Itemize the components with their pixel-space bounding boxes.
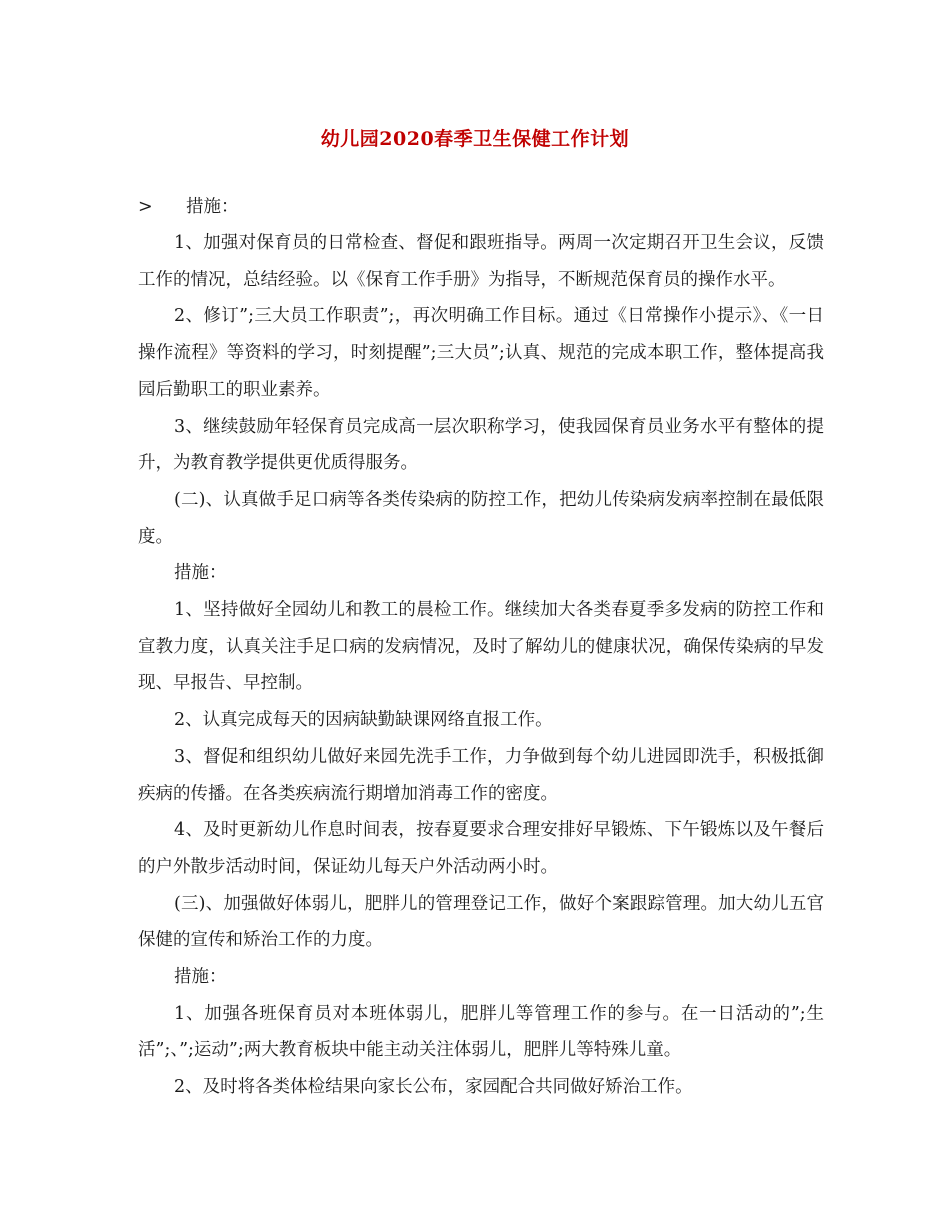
section-heading: (二)、认真做手足口病等各类传染病的防控工作，把幼儿传染病发病率控制在最低限度。 <box>138 489 824 547</box>
paragraph: 3、继续鼓励年轻保育员完成高一层次职称学习，使我园保育员业务水平有整体的提升，为教育教学提供更优质得服务。 <box>138 416 824 474</box>
paragraph: 1、加强对保育员的日常检查、督促和跟班指导。两周一次定期召开卫生会议，反馈工作的情况，总结经验。以《保育工作手册》为指导，不断规范保育员的操作水平。 <box>138 233 824 290</box>
paragraph: 1、加强各班保育员对本班体弱儿，肥胖儿等管理工作的参与。在一日活动的”;生活”;、”;运动”;两大教育板块中能主动关注体弱儿，肥胖儿等特殊儿童。 <box>138 1003 824 1061</box>
measures-heading <box>138 193 239 221</box>
paragraph: 4、及时更新幼儿作息时间表，按春夏要求合理安排好早锻炼、下午锻炼以及午餐后的户外散步活动时间，保证幼儿每天户外活动两小时。 <box>138 820 824 877</box>
paragraph: 3、督促和组织幼儿做好来园先洗手工作，力争做到每个幼儿进园即洗手，积极抵御疾病的传播。在各类疾病流行期增加消毒工作的密度。 <box>138 746 824 804</box>
section-heading: (三)、加强做好体弱儿，肥胖儿的管理登记工作，做好个案跟踪管理。加大幼儿五官保健的宣传和矫治工作的力度。 <box>138 893 824 951</box>
document-body <box>138 225 824 1106</box>
measures-label: 措施： <box>174 967 227 988</box>
arrow-bullet-icon: > <box>138 197 153 217</box>
measures-label: 措施： <box>174 563 227 584</box>
paragraph: 1、坚持做好全园幼儿和教工的晨检工作。继续加大各类春夏季多发病的防控工作和宣教力度，认真关注手足口病的发病情况，及时了解幼儿的健康状况，确保传染病的早发现、早报告、早控制。 <box>138 600 824 694</box>
document-title: 幼儿园2020春季卫生保健工作计划 <box>320 128 630 150</box>
paragraph: 2、修订”;三大员工作职责”;，再次明确工作目标。通过《日常操作小提示》、《一日操作流程》等资料的学习，时刻提醒”;三大员”;认真、规范的完成本职工作，整体提高我园后勤职工的职业素养。 <box>138 306 824 400</box>
paragraph: 2、及时将各类体检结果向家长公布，家园配合共同做好矫治工作。 <box>174 1077 693 1098</box>
measures-label: 措施： <box>186 197 239 217</box>
paragraph: 2、认真完成每天的因病缺勤缺课网络直报工作。 <box>174 710 553 731</box>
